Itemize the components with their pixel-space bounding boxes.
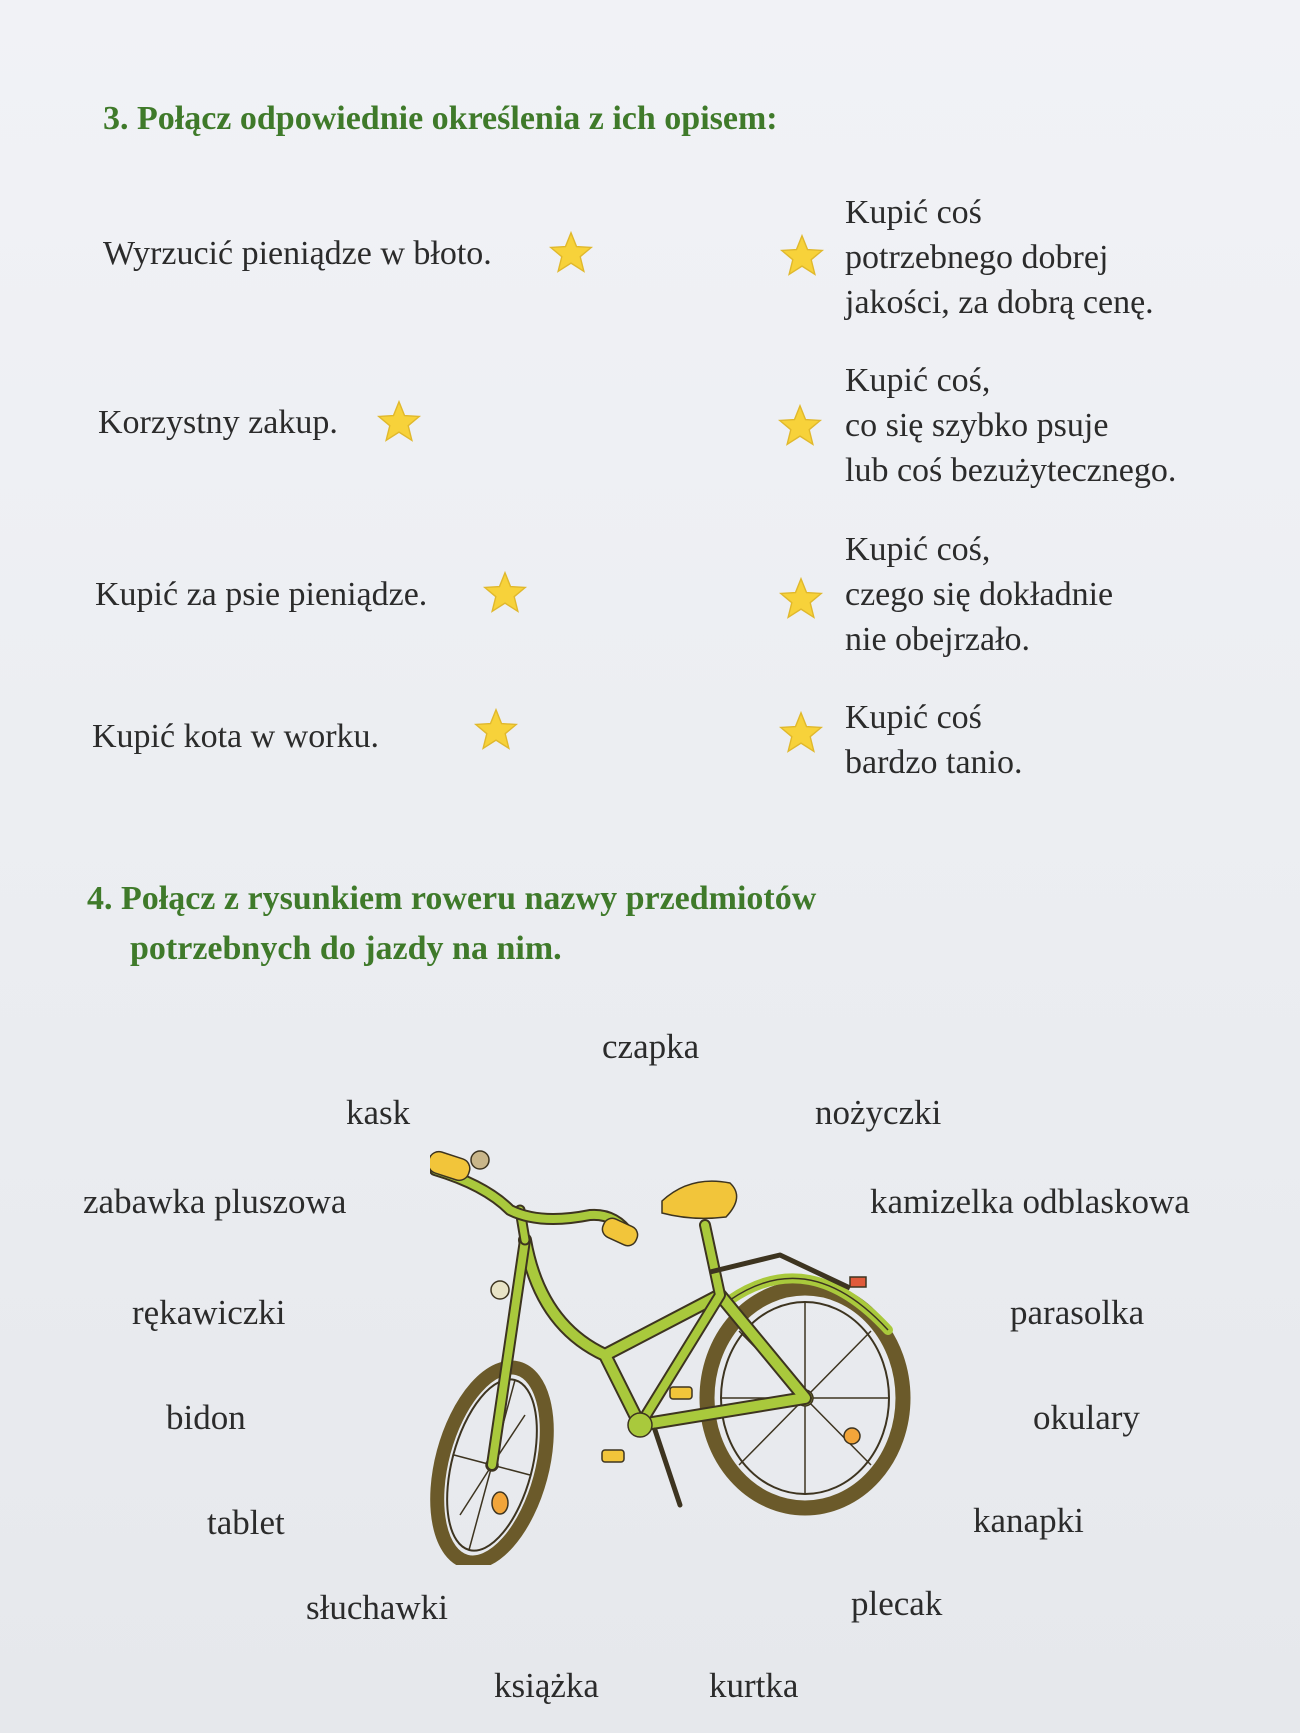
word-okulary[interactable]: okulary [1033, 1398, 1140, 1437]
word-sluchawki[interactable]: słuchawki [306, 1588, 448, 1627]
description-line: bardzo tanio. [845, 744, 1023, 781]
exercise-4-title-line-2: potrzebnych do jazdy na nim. [130, 930, 562, 967]
description-line: Kupić coś, [845, 531, 991, 568]
description-2 [845, 358, 1176, 493]
bicycle-illustration[interactable] [430, 1125, 930, 1565]
star-icon[interactable] [777, 403, 823, 449]
description-line: potrzebnego dobrej [845, 239, 1109, 276]
word-ksiazka[interactable]: książka [494, 1666, 599, 1705]
word-kamizelka-odblaskowa[interactable]: kamizelka odblaskowa [870, 1182, 1190, 1221]
description-line: Kupić coś [845, 194, 982, 231]
star-icon[interactable] [778, 710, 824, 756]
star-icon[interactable] [778, 576, 824, 622]
description-line: Kupić coś, [845, 362, 991, 399]
description-line: Kupić coś [845, 699, 982, 736]
word-kask[interactable]: kask [346, 1093, 411, 1132]
word-nozyczki[interactable]: nożyczki [815, 1093, 942, 1132]
star-icon[interactable] [548, 230, 594, 276]
idiom-1: Wyrzucić pieniądze w błoto. [103, 235, 492, 272]
description-line: nie obejrzało. [845, 621, 1031, 658]
description-line: jakości, za dobrą cenę. [845, 284, 1154, 321]
star-icon[interactable] [376, 399, 422, 445]
description-3 [845, 527, 1113, 662]
description-1 [845, 190, 1154, 325]
word-rekawiczki[interactable]: rękawiczki [132, 1293, 286, 1332]
word-tablet[interactable]: tablet [207, 1503, 285, 1542]
description-line: co się szybko psuje [845, 407, 1109, 444]
word-zabawka-pluszowa[interactable]: zabawka pluszowa [83, 1182, 347, 1221]
word-bidon[interactable]: bidon [166, 1398, 246, 1437]
description-line: czego się dokładnie [845, 576, 1114, 613]
word-plecak[interactable]: plecak [851, 1584, 943, 1623]
word-parasolka[interactable]: parasolka [1010, 1293, 1145, 1332]
exercise-4-title-line-1: 4. Połącz z rysunkiem roweru nazwy przedmiotów [87, 880, 817, 917]
word-kanapki[interactable]: kanapki [973, 1501, 1084, 1540]
idiom-3: Kupić za psie pieniądze. [95, 576, 428, 613]
word-czapka[interactable]: czapka [602, 1027, 700, 1066]
exercise-3-title: 3. Połącz odpowiednie określenia z ich opisem: [103, 100, 778, 137]
description-line: lub coś bezużytecznego. [845, 452, 1177, 489]
word-kurtka[interactable]: kurtka [709, 1666, 799, 1705]
star-icon[interactable] [473, 707, 519, 753]
idiom-4: Kupić kota w worku. [92, 718, 380, 755]
star-icon[interactable] [482, 570, 528, 616]
description-4 [845, 695, 1023, 785]
star-icon[interactable] [779, 233, 825, 279]
idiom-2: Korzystny zakup. [98, 404, 338, 441]
